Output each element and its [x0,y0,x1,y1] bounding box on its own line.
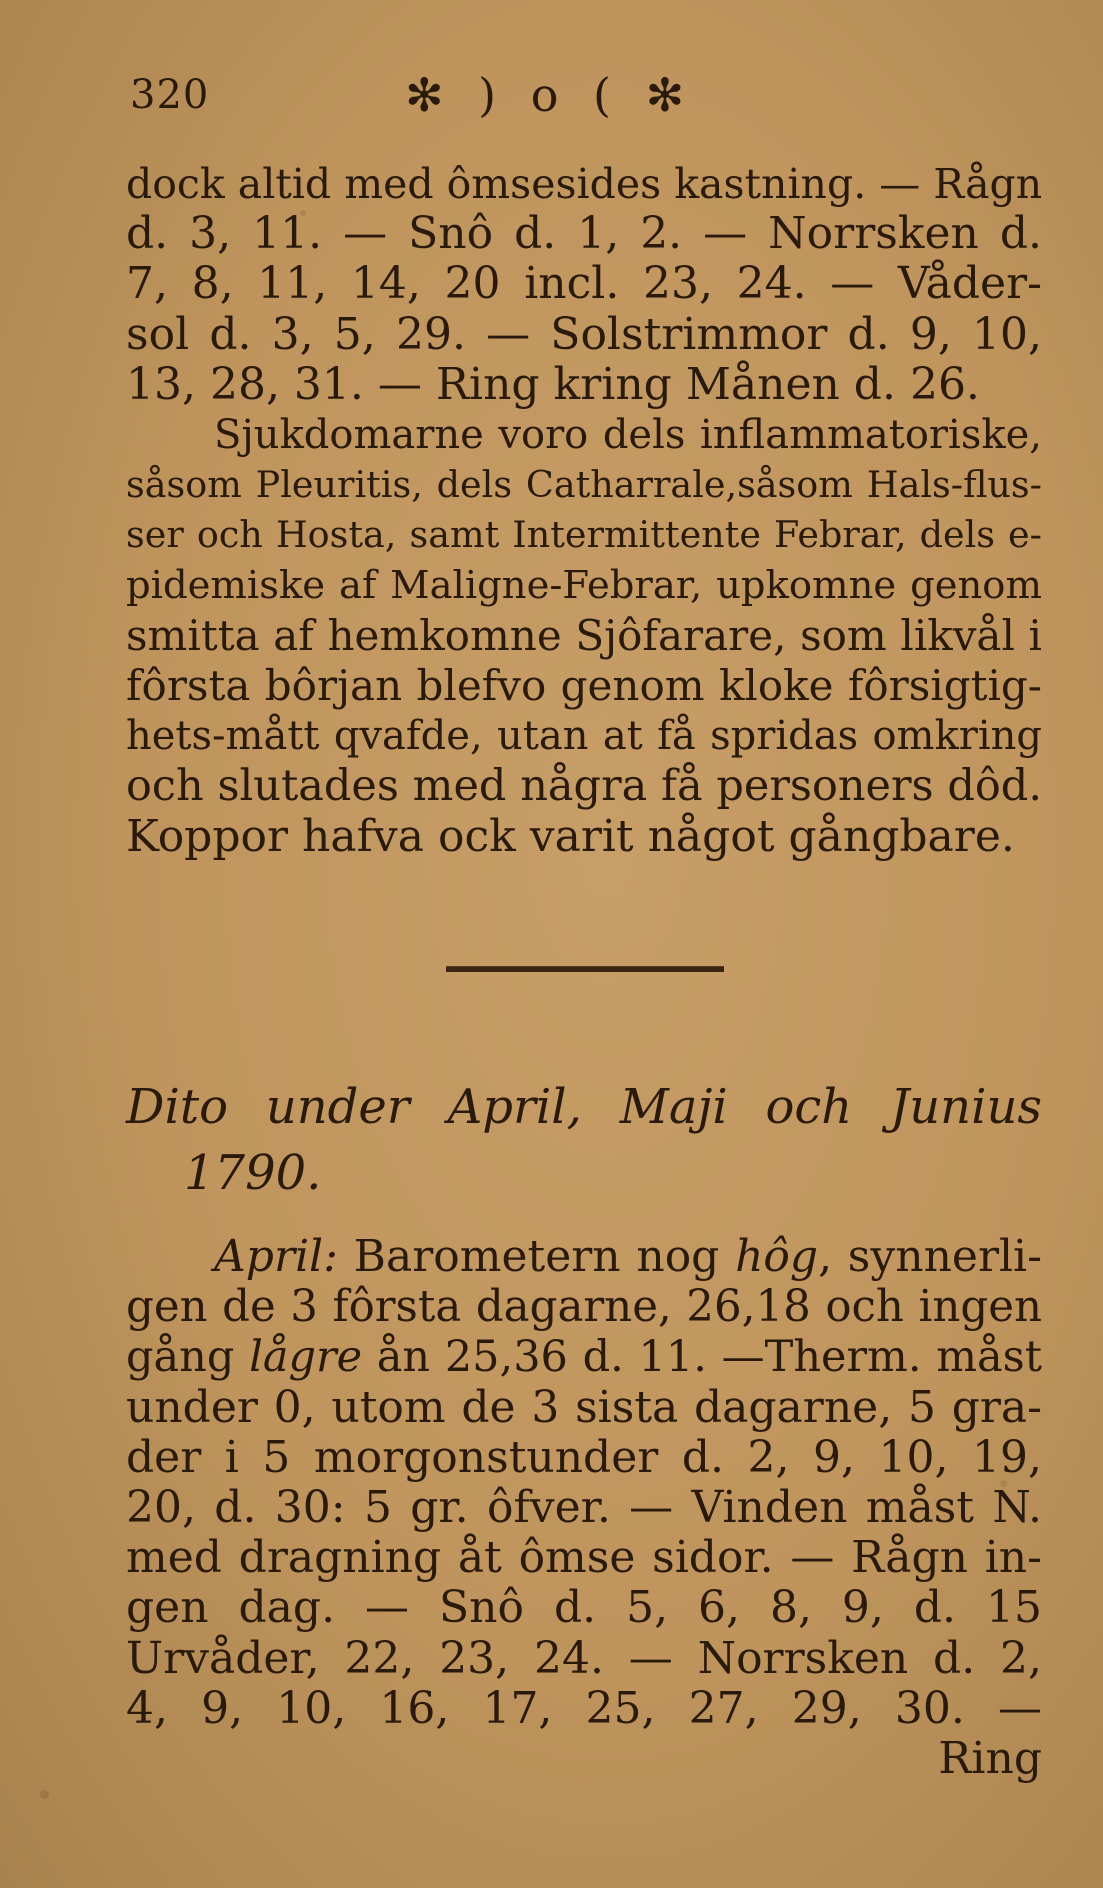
text-line: dock altid med ômsesides kastning. — Rågn [126,160,1043,208]
text-line: der i 5 morgonstunder d. 2, 9, 10, 19, [126,1431,1042,1483]
text-line: såsom Pleuritis, dels Catharrale,såsom Hals-flus- [126,463,1042,507]
emphasis: hôg [735,1231,819,1282]
paragraph-weather-notes [126,159,1042,410]
text-line: 20, d. 30: 5 gr. ôfver. — Vinden måst N. [126,1482,1042,1534]
text-run: ån 25,36 d. 11. —Therm. måst [362,1332,1042,1383]
section-heading-year: 1790. [184,1145,322,1201]
text-line [126,1332,1042,1382]
section-divider [446,966,724,972]
text-line: under 0, utom de 3 sista dagarne, 5 gra- [126,1381,1042,1433]
section-heading-line: Dito under April, Maji och Junius [126,1079,1042,1135]
emphasis: lågre [249,1332,363,1383]
text-line: smitta af hemkomne Sjôfarare, som likvål i [126,610,1042,660]
running-head: ✻ ) o ( ✻ [405,68,695,122]
text-line: hets-mått qvafde, utan at få spridas omkring [126,713,1042,760]
text-run: , synnerli- [818,1231,1042,1282]
text-line: gen dag. — Snô d. 5, 6, 8, 9, d. 15 [126,1582,1042,1634]
page-header [130,68,960,132]
text-line: 13, 28, 31. — Ring kring Månen d. 26. [126,358,980,410]
text-line: 4, 9, 10, 16, 17, 25, 27, 29, 30. — [126,1682,1042,1734]
text-line: gen de 3 fôrsta dagarne, 26,18 och ingen [126,1282,1042,1333]
section-heading [126,1074,1042,1206]
page-number: 320 [130,72,210,118]
text-line: Urvåder, 22, 23, 24. — Norrsken d. 2, [126,1632,1042,1684]
text-line: Koppor hafva ock varit något gångbare. [126,810,1015,862]
text-line: pidemiske af Maligne-Febrar, upkomne genom [126,562,1042,608]
text-line: 7, 8, 11, 14, 20 incl. 23, 24. — Våder- [126,258,1042,310]
text-line: Sjukdomarne voro dels inflammatoriske, [214,412,1042,458]
text-line: sol d. 3, 5, 29. — Solstrimmor d. 9, 10, [126,308,1042,360]
paragraph-diseases [126,410,1042,862]
paragraph-april [126,1232,1042,1784]
text-line: ser och Hosta, samt Intermittente Febrar, dels e- [126,513,1042,557]
text-line: fôrsta bôrjan blefvo genom kloke fôrsigtig- [126,661,1042,711]
catchword: Ring [938,1733,1042,1785]
text-line: och slutades med några få personers dôd. [126,761,1042,812]
text-line [126,1232,1042,1282]
text-run: Barometern nog [337,1231,736,1282]
month-label: April: [214,1231,338,1282]
paper-speck [40,1790,49,1799]
text-run: gång [126,1332,250,1383]
text-line: d. 3, 11. — Snô d. 1, 2. — Norrsken d. [126,208,1042,260]
text-line: med dragning åt ômse sidor. — Rågn in- [126,1532,1042,1584]
